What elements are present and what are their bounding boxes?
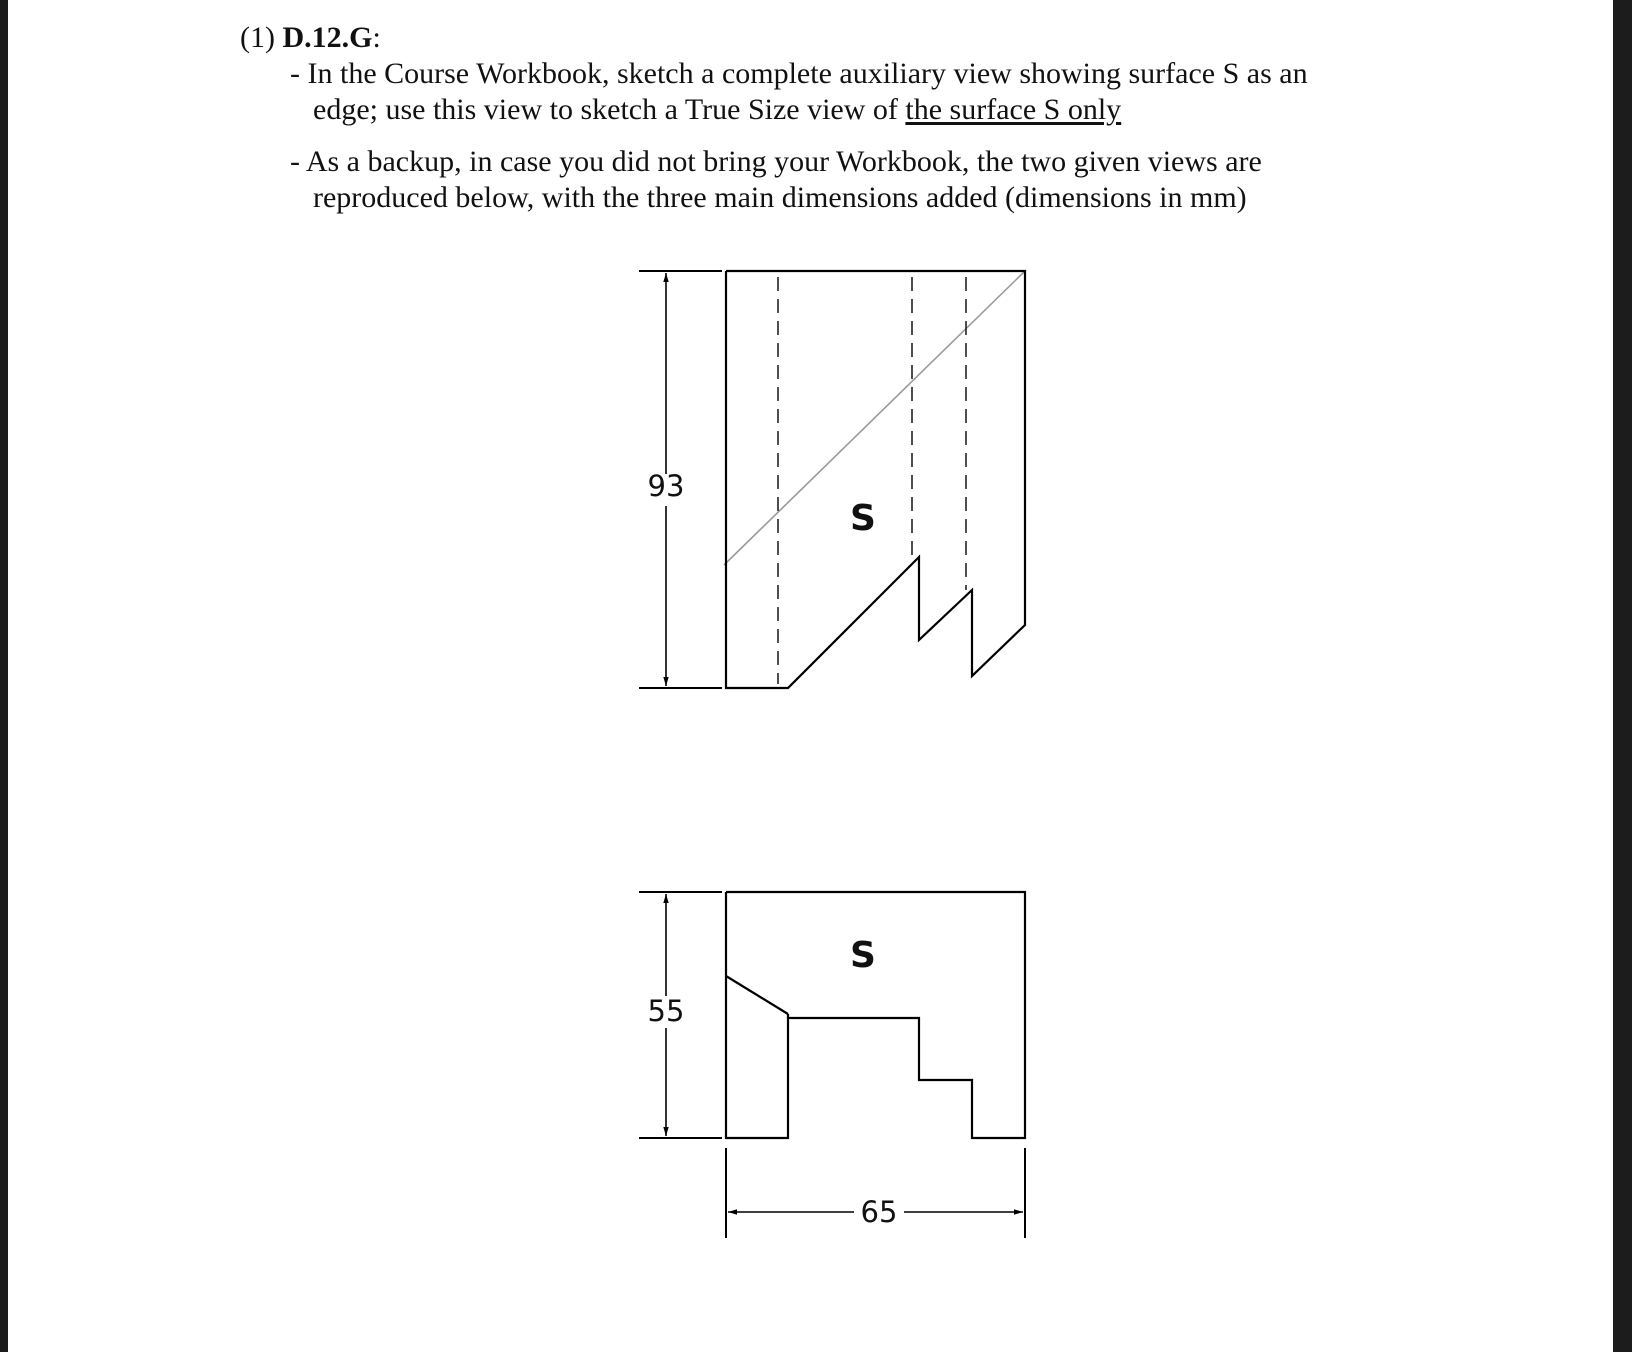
top-view xyxy=(639,892,1025,1238)
top-view-outline xyxy=(726,892,1025,1138)
document-page xyxy=(8,0,1613,1352)
surface-s-label-top: S xyxy=(850,935,876,976)
underlined-emphasis: the surface S only xyxy=(905,93,1122,126)
heading-colon: : xyxy=(372,21,381,54)
instruction-2-line-1: - As a backup, in case you did not bring your Workbook, the two given views are xyxy=(290,145,1262,178)
instruction-1-line-2-text: edge; use this view to sketch a True Size view of xyxy=(313,93,906,126)
front-view xyxy=(639,271,1025,688)
instruction-1-line-1: - In the Course Workbook, sketch a complete auxiliary view showing surface S as an xyxy=(290,57,1308,90)
inclined-edge xyxy=(726,976,788,1014)
problem-code: D.12.G xyxy=(282,21,373,54)
instruction-2-line-2: reproduced below, with the three main dimensions added (dimensions in mm) xyxy=(313,181,1247,214)
front-view-outline xyxy=(726,271,1025,688)
surface-s-label-front: S xyxy=(850,498,876,539)
dimension-93-label: 93 xyxy=(647,469,685,503)
orthographic-drawing xyxy=(8,0,1613,1352)
dimension-65-label: 65 xyxy=(860,1195,898,1229)
problem-number: (1) xyxy=(240,21,275,54)
dimension-55-label: 55 xyxy=(647,994,685,1028)
